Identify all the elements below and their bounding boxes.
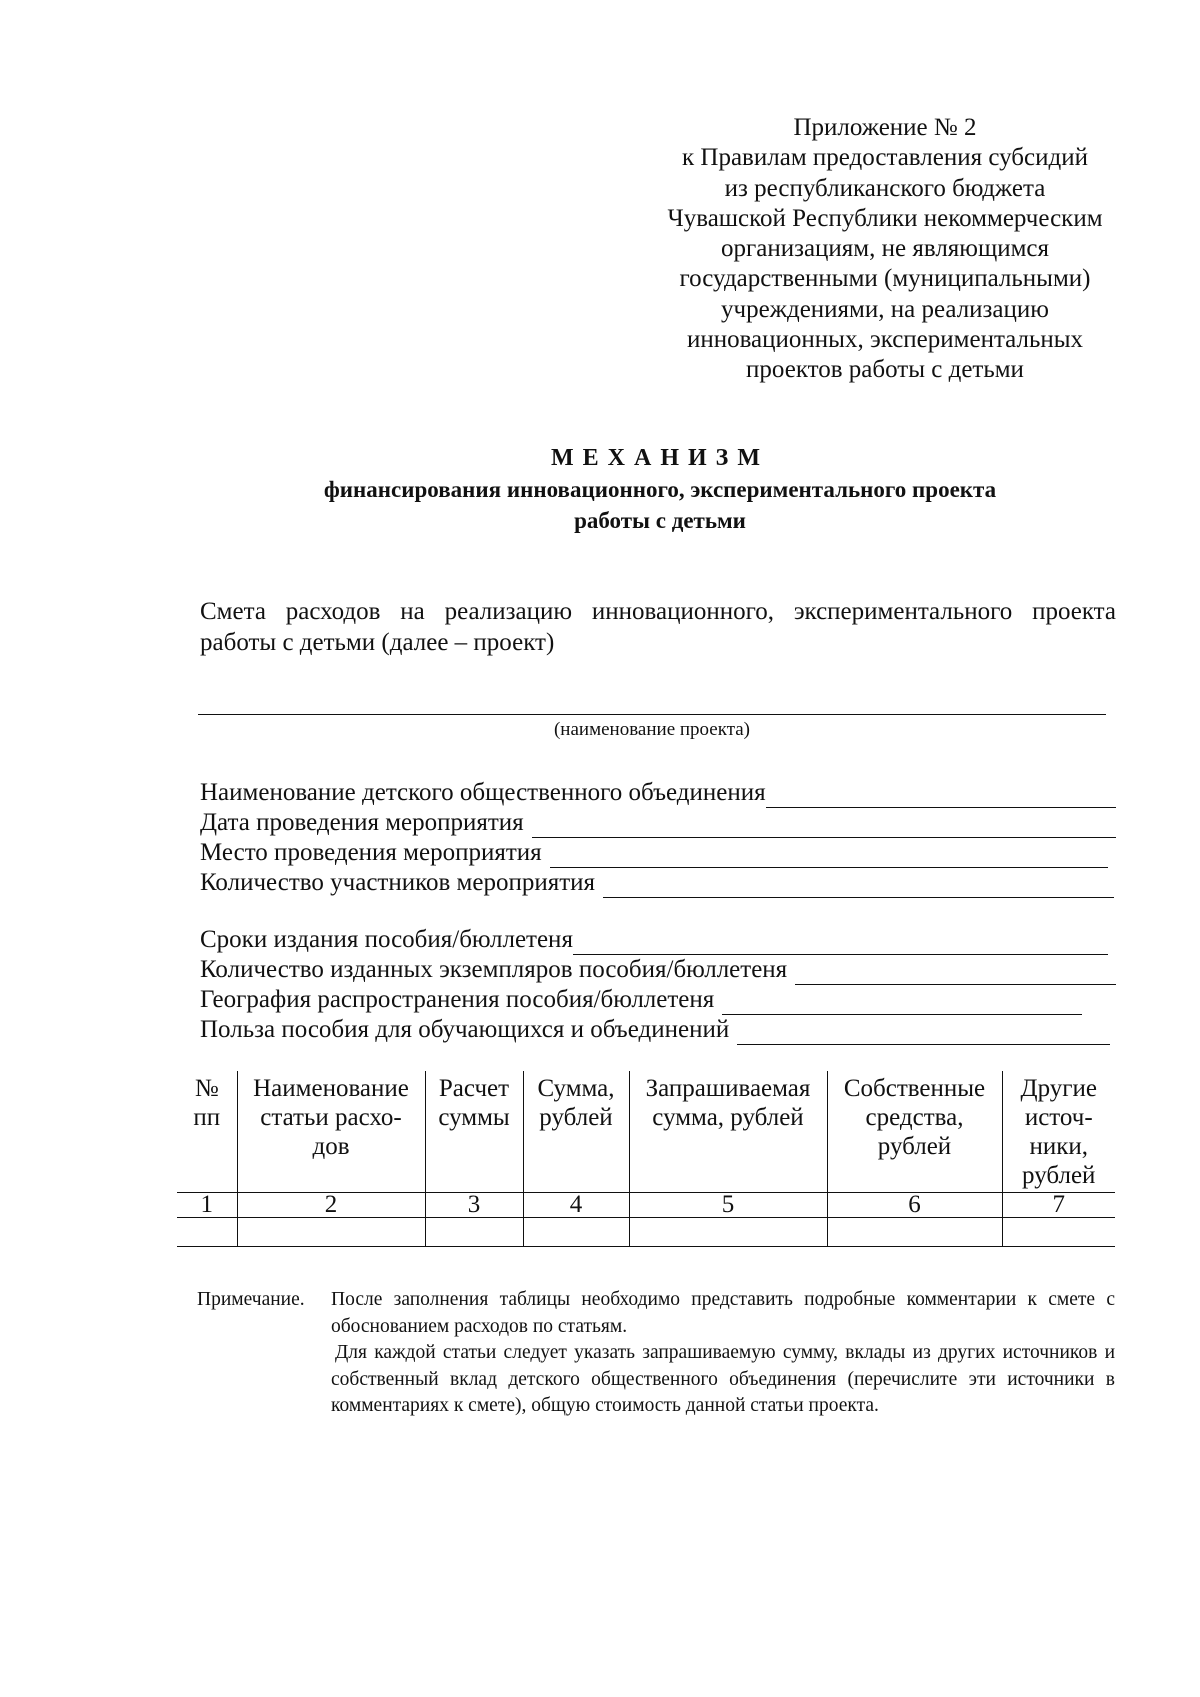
project-name-line <box>198 714 1106 715</box>
field-label: Дата проведения мероприятия <box>200 809 524 836</box>
field-label: Место проведения мероприятия <box>200 839 542 866</box>
note-paragraph: После заполнения таблицы необходимо представить подробные комментарии к смете с обоснованием расходов по статьям. <box>331 1289 1115 1337</box>
field-label: География распространения пособия/бюллетеня <box>200 986 715 1013</box>
title-line: финансирования инновационного, экспериментального проекта <box>323 477 997 502</box>
header-cell-own-funds: Собственные средства, рублей <box>827 1071 1002 1193</box>
field-label: Наименование детского общественного объединения <box>200 779 766 806</box>
appendix-line: организациям, не являющимся <box>720 235 1050 263</box>
project-name-caption: (наименование проекта) <box>553 719 750 740</box>
table-cell <box>827 1218 1002 1247</box>
column-number: 4 <box>523 1193 629 1218</box>
budget-table <box>177 1071 1115 1247</box>
table-row <box>177 1218 1115 1247</box>
appendix-line: инновационных, экспериментальных <box>686 326 1084 354</box>
note-label: Примечание. <box>197 1289 305 1310</box>
table-header-row <box>177 1071 1115 1193</box>
title-main: МЕХАНИЗМ <box>551 445 769 471</box>
fill-line <box>766 783 1116 808</box>
note-block <box>197 1287 1115 1420</box>
fill-line <box>532 813 1116 838</box>
field-association-name <box>200 778 1116 808</box>
field-label: Польза пособия для обучающихся и объединений <box>200 1016 730 1043</box>
field-label: Количество участников мероприятия <box>200 869 596 896</box>
table-cell <box>425 1218 523 1247</box>
column-number: 6 <box>827 1193 1002 1218</box>
header-cell-item-name: Наименование статьи расхо- дов <box>237 1071 425 1193</box>
field-event-place <box>200 838 1108 868</box>
table-cell <box>237 1218 425 1247</box>
fill-line <box>603 873 1114 898</box>
column-number: 7 <box>1002 1193 1115 1218</box>
column-number: 1 <box>177 1193 237 1218</box>
column-number: 2 <box>237 1193 425 1218</box>
fill-line <box>722 990 1082 1015</box>
header-cell-other-sources: Другие источ- ники, рублей <box>1002 1071 1115 1193</box>
fill-line <box>550 843 1108 868</box>
appendix-line: Приложение № 2 <box>793 114 977 141</box>
field-label: Сроки издания пособия/бюллетеня <box>200 926 573 953</box>
header-cell-requested-sum: Запрашиваемая сумма, рублей <box>629 1071 827 1193</box>
header-cell-calculation: Расчет суммы <box>425 1071 523 1193</box>
fill-line <box>737 1020 1110 1045</box>
table-cell <box>177 1218 237 1247</box>
field-publication-dates <box>200 925 1108 955</box>
appendix-line: Чувашской Республики некоммерческим <box>667 204 1103 232</box>
column-number-row <box>177 1193 1115 1218</box>
note-paragraph: Для каждой статьи следует указать запрашиваемую сумму, вклады из других источников и собственный вклад детского общественного объединения (перечислите эти источники в комментариях к смете), общую стоимость данной статьи проекта. <box>331 1342 1115 1416</box>
intro-text: Смета расходов на реализацию инновационного, экспериментального проекта работы с детьми (далее – проект) <box>200 598 1116 656</box>
field-event-date <box>200 808 1116 838</box>
appendix-line: учреждениями, на реализацию <box>721 295 1049 323</box>
appendix-line: к Правилам предоставления субсидий <box>682 144 1088 172</box>
fill-line <box>795 960 1116 985</box>
appendix-line: проектов работы с детьми <box>746 356 1024 384</box>
table-cell <box>1002 1218 1115 1247</box>
appendix-header <box>655 113 1115 386</box>
header-cell-number: № пп <box>177 1071 237 1193</box>
fill-line <box>573 930 1108 955</box>
table-cell <box>629 1218 827 1247</box>
document-title <box>250 443 1070 536</box>
column-number: 3 <box>425 1193 523 1218</box>
appendix-line: государственными (муниципальными) <box>679 265 1091 293</box>
note-body <box>331 1287 1115 1420</box>
field-distribution-geography <box>200 985 1082 1015</box>
title-line: работы с детьми <box>574 508 746 533</box>
header-cell-sum: Сумма, рублей <box>523 1071 629 1193</box>
field-label: Количество изданных экземпляров пособия/бюллетеня <box>200 956 788 983</box>
appendix-line: из республиканского бюджета <box>724 174 1046 202</box>
column-number: 5 <box>629 1193 827 1218</box>
field-publication-benefit <box>200 1015 1110 1045</box>
field-copies-count <box>200 955 1116 985</box>
table-cell <box>523 1218 629 1247</box>
field-participants-count <box>200 868 1114 898</box>
